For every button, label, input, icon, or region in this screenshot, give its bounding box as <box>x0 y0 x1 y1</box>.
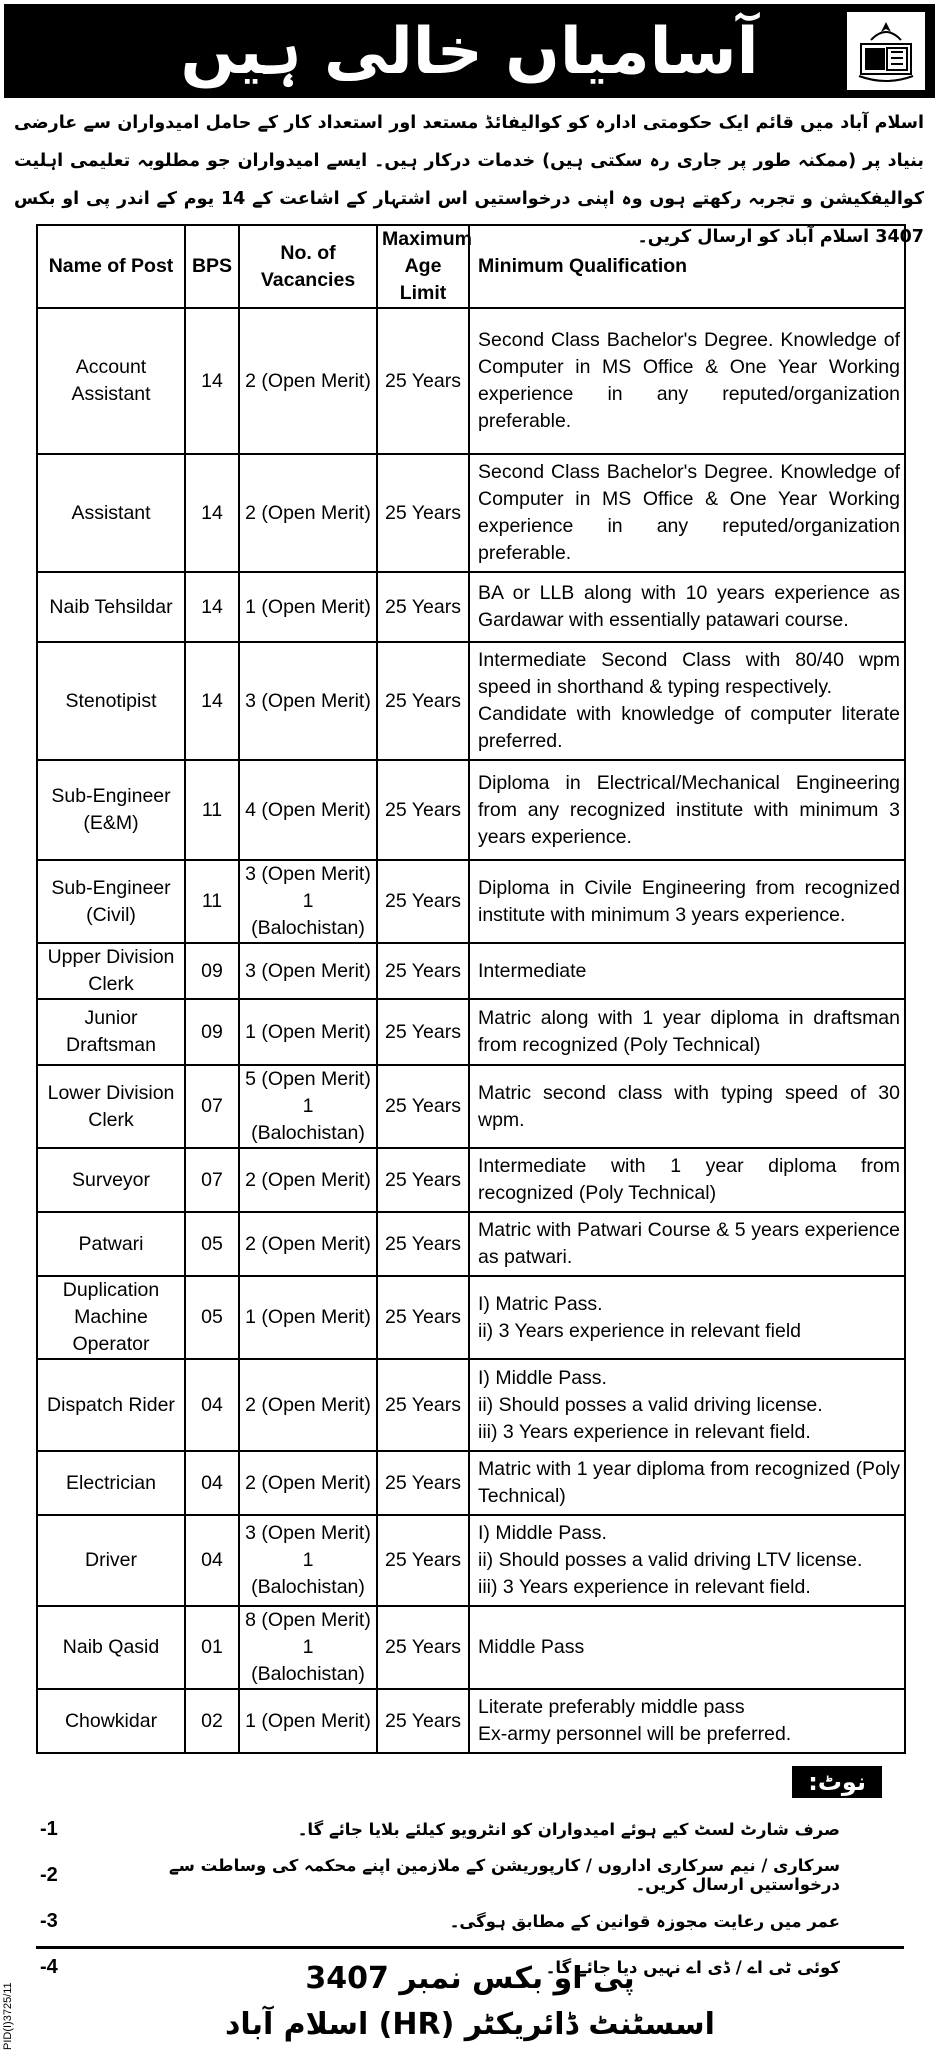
qualification-line: I) Matric Pass. <box>478 1292 603 1315</box>
footer-po-box: پی او بکس نمبر 3407 <box>305 1961 635 1996</box>
table-row <box>37 572 905 642</box>
table-header-row <box>37 225 905 308</box>
qualification-line: Second Class Bachelor's Degree. Knowledge of Computer in MS Office & One Year Working experience in any reputed/organization preferable. <box>478 329 900 432</box>
qualification-line: ii) 3 Years experience in relevant field <box>478 1319 802 1342</box>
qualification <box>469 1515 905 1606</box>
bps-value: 14 <box>185 642 239 760</box>
vacancies-value <box>239 1606 377 1689</box>
age-limit: 25 Years <box>377 1148 469 1212</box>
vacancies-value <box>239 1689 377 1753</box>
bps-value: 09 <box>185 943 239 999</box>
age-limit: 25 Years <box>377 1689 469 1753</box>
qualification <box>469 454 905 572</box>
qualification-line: I) Middle Pass. <box>478 1522 607 1544</box>
qualification <box>469 572 905 642</box>
qualification <box>469 1065 905 1148</box>
vacancies-value-line: 1 (Open Merit) <box>245 595 371 618</box>
vacancies-value <box>239 1515 377 1606</box>
qualification-line: Intermediate with 1 year diploma from recognized (Poly Technical) <box>478 1155 900 1204</box>
vacancies-value-line: 3 (Open Merit) <box>245 959 371 982</box>
age-limit: 25 Years <box>377 943 469 999</box>
qualification-line: Diploma in Electrical/Mechanical Engineering from any recognized institute with minimum 3 years experience. <box>478 771 900 848</box>
vacancies-value <box>239 1148 377 1212</box>
qualification <box>469 1606 905 1689</box>
qualification-line: Ex-army personnel will be preferred. <box>478 1723 792 1745</box>
vacancies-value-line: 1 (Balochistan) <box>251 890 365 939</box>
vacancies-value-line: 1 (Open Merit) <box>245 1020 371 1043</box>
table-row <box>37 1451 905 1515</box>
note-item <box>40 1806 900 1852</box>
qualification-line: Diploma in Civile Engineering from recognized institute with minimum 3 years experience. <box>478 876 900 926</box>
header-vacancies: No. of Vacancies <box>239 225 377 308</box>
age-limit: 25 Years <box>377 1212 469 1276</box>
header-post: Name of Post <box>37 225 185 308</box>
age-limit: 25 Years <box>377 1065 469 1148</box>
note-number: -3 <box>40 1909 58 1932</box>
qualification <box>469 943 905 999</box>
government-emblem-icon <box>845 10 927 92</box>
vacancies-value-line: 2 (Open Merit) <box>245 501 371 524</box>
notes-title: نوٹ: <box>792 1766 882 1798</box>
note-number: -4 <box>40 1955 58 1978</box>
table-row <box>37 454 905 572</box>
vacancies-value-line: 3 (Open Merit) <box>245 1522 371 1544</box>
bps-value: 11 <box>185 860 239 943</box>
qualification-line: I) Middle Pass. <box>478 1366 607 1389</box>
post-name: Naib Tehsildar <box>37 572 185 642</box>
post-name: Chowkidar <box>37 1689 185 1753</box>
qualification-line: Intermediate <box>478 959 587 982</box>
qualification-line: Intermediate Second Class with 80/40 wpm speed in shorthand & typing respectively. <box>478 649 900 698</box>
vacancies-value <box>239 1276 377 1359</box>
vacancies-value-line: 5 (Open Merit) <box>245 1068 371 1090</box>
post-name: Account Assistant <box>37 308 185 454</box>
qualification <box>469 1212 905 1276</box>
table-row <box>37 308 905 454</box>
bps-value: 09 <box>185 999 239 1065</box>
qualification <box>469 999 905 1065</box>
qualification <box>469 760 905 860</box>
table-row <box>37 642 905 760</box>
age-limit: 25 Years <box>377 1515 469 1606</box>
footer-contact: اسسٹنٹ ڈائریکٹر (HR) اسلام آباد <box>225 2007 715 2042</box>
table-row <box>37 1606 905 1689</box>
vacancies-value-line: 8 (Open Merit) <box>245 1609 371 1631</box>
bps-value: 04 <box>185 1515 239 1606</box>
vacancies-value-line: 2 (Open Merit) <box>245 1471 371 1494</box>
vacancies-value-line: 1 (Balochistan) <box>251 1095 365 1144</box>
qualification-line: iii) 3 Years experience in relevant field. <box>478 1420 811 1443</box>
bps-value: 05 <box>185 1212 239 1276</box>
table-row <box>37 1276 905 1359</box>
age-limit: 25 Years <box>377 1276 469 1359</box>
age-limit: 25 Years <box>377 454 469 572</box>
header-qualification: Minimum Qualification <box>469 225 905 308</box>
vacancies-value-line: 2 (Open Merit) <box>245 1393 371 1416</box>
notes-list <box>40 1806 900 1990</box>
post-name: Sub-Engineer (Civil) <box>37 860 185 943</box>
age-limit: 25 Years <box>377 1606 469 1689</box>
qualification-line: BA or LLB along with 10 years experience as Gardawar with essentially patawari course. <box>478 582 900 631</box>
qualification <box>469 860 905 943</box>
header-banner <box>4 4 935 98</box>
post-name: Sub-Engineer (E&M) <box>37 760 185 860</box>
age-limit: 25 Years <box>377 308 469 454</box>
bps-value: 04 <box>185 1359 239 1451</box>
vacancies-value <box>239 642 377 760</box>
bps-value: 07 <box>185 1148 239 1212</box>
table-row <box>37 860 905 943</box>
vacancies-value <box>239 1065 377 1148</box>
table-row <box>37 1515 905 1606</box>
age-limit: 25 Years <box>377 999 469 1065</box>
bps-value: 01 <box>185 1606 239 1689</box>
vacancies-value-line: 4 (Open Merit) <box>245 798 371 821</box>
vacancies-value <box>239 760 377 860</box>
table-body <box>37 308 905 1753</box>
vacancies-value <box>239 308 377 454</box>
post-name: Junior Draftsman <box>37 999 185 1065</box>
qualification <box>469 308 905 454</box>
note-item <box>40 1852 900 1898</box>
post-name: Patwari <box>37 1212 185 1276</box>
table-row <box>37 1212 905 1276</box>
intro-paragraph: اسلام آباد میں قائم ایک حکومتی ادارہ کو کوالیفائڈ مستعد اور استعداد کار کے حامل امیدواران سے عارضی بنیاد پر (ممکنہ طور پر جاری رہ سکتی ہیں) خدمات درکار ہیں۔ ایسے امیدواران جو مطلوبہ تعلیمی اہلیت کوالیفکیشن و تجربہ رکھتے ہوں وہ اپنی درخواستیں اس اشتہار کے اشاعت کے 14 یوم کے اندر پی او بکس 3407 اسلام آباد کو ارسال کریں۔ <box>14 113 924 247</box>
notes-section <box>40 1766 900 1990</box>
vacancies-value <box>239 860 377 943</box>
table-row <box>37 1359 905 1451</box>
qualification-line: Matric second class with typing speed of 30 wpm. <box>478 1081 900 1131</box>
vacancies-value-line: 1 (Open Merit) <box>245 1709 371 1732</box>
post-name: Electrician <box>37 1451 185 1515</box>
page-title: آسامیاں خالی ہیں <box>180 14 759 89</box>
bps-value: 04 <box>185 1451 239 1515</box>
vacancies-value-line: 1 (Balochistan) <box>251 1636 365 1685</box>
note-item <box>40 1898 900 1944</box>
post-name: Dispatch Rider <box>37 1359 185 1451</box>
qualification <box>469 1276 905 1359</box>
qualification-line: Middle Pass <box>478 1636 585 1658</box>
note-text: کوئی ٹی اے / ڈی اے نہیں دیا جائے گا۔ <box>545 1957 840 1977</box>
note-text: صرف شارٹ لسٹ کیے ہوئے امیدواران کو انٹرویو کیلئے بلایا جائے گا۔ <box>297 1819 840 1839</box>
vacancies-value-line: 3 (Open Merit) <box>245 689 371 712</box>
qualification <box>469 1148 905 1212</box>
age-limit: 25 Years <box>377 1359 469 1451</box>
qualification-line: iii) 3 Years experience in relevant field. <box>478 1576 811 1598</box>
bps-value: 11 <box>185 760 239 860</box>
vacancies-value <box>239 943 377 999</box>
note-text: عمر میں رعایت مجوزہ قوانین کے مطابق ہوگی۔ <box>449 1911 840 1931</box>
table-row <box>37 999 905 1065</box>
bps-value: 14 <box>185 572 239 642</box>
vacancies-value <box>239 1359 377 1451</box>
post-name: Surveyor <box>37 1148 185 1212</box>
qualification-line: Matric with Patwari Course & 5 years experience as patwari. <box>478 1219 900 1268</box>
age-limit: 25 Years <box>377 860 469 943</box>
age-limit: 25 Years <box>377 572 469 642</box>
post-name: Assistant <box>37 454 185 572</box>
post-name: Lower Division Clerk <box>37 1065 185 1148</box>
vacancies-table <box>36 224 906 1754</box>
vacancies-value <box>239 1451 377 1515</box>
qualification <box>469 1359 905 1451</box>
header-bps: BPS <box>185 225 239 308</box>
age-limit: 25 Years <box>377 642 469 760</box>
bps-value: 14 <box>185 308 239 454</box>
qualification-line: Matric with 1 year diploma from recognized (Poly Technical) <box>478 1458 900 1507</box>
note-text: سرکاری / نیم سرکاری اداروں / کارپوریشن کے ملازمین اپنے محکمہ کی وساطت سے درخواستیں ارسال کریں۔ <box>168 1856 840 1894</box>
note-number: -1 <box>40 1817 58 1840</box>
vacancies-value-line: 2 (Open Merit) <box>245 1232 371 1255</box>
age-limit: 25 Years <box>377 760 469 860</box>
vacancies-value <box>239 454 377 572</box>
vacancies-value-line: 1 (Balochistan) <box>251 1549 365 1598</box>
vacancies-value-line: 3 (Open Merit) <box>245 863 371 885</box>
post-name: Naib Qasid <box>37 1606 185 1689</box>
table-row <box>37 1148 905 1212</box>
post-name: Driver <box>37 1515 185 1606</box>
qualification-line: Candidate with knowledge of computer literate preferred. <box>478 703 900 752</box>
bps-value: 14 <box>185 454 239 572</box>
bps-value: 02 <box>185 1689 239 1753</box>
vacancies-value-line: 2 (Open Merit) <box>245 369 371 392</box>
table-row <box>37 760 905 860</box>
qualification <box>469 1451 905 1515</box>
vacancies-value-line: 2 (Open Merit) <box>245 1168 371 1191</box>
header-age: Maximum Age Limit <box>377 225 469 308</box>
post-name: Upper Division Clerk <box>37 943 185 999</box>
post-name: Stenotipist <box>37 642 185 760</box>
qualification-line: Matric along with 1 year diploma in draftsman from recognized (Poly Technical) <box>478 1007 900 1056</box>
age-limit: 25 Years <box>377 1451 469 1515</box>
qualification-line: ii) Should posses a valid driving license. <box>478 1393 823 1416</box>
qualification-line: Literate preferably middle pass <box>478 1696 745 1718</box>
bps-value: 05 <box>185 1276 239 1359</box>
post-name: Duplication Machine Operator <box>37 1276 185 1359</box>
qualification-line: ii) Should posses a valid driving LTV license. <box>478 1549 863 1571</box>
note-number: -2 <box>40 1863 58 1886</box>
table-row <box>37 1689 905 1753</box>
vacancies-value <box>239 572 377 642</box>
vacancies-value <box>239 1212 377 1276</box>
vacancies-value-line: 1 (Open Merit) <box>245 1306 371 1328</box>
table-row <box>37 1065 905 1148</box>
vacancies-value <box>239 999 377 1065</box>
qualification <box>469 642 905 760</box>
qualification <box>469 1689 905 1753</box>
bps-value: 07 <box>185 1065 239 1148</box>
note-item <box>40 1944 900 1990</box>
table-row <box>37 943 905 999</box>
pid-code: PID(I)3725/11 <box>2 1982 14 2050</box>
qualification-line: Second Class Bachelor's Degree. Knowledge of Computer in MS Office & One Year Working experience in any reputed/organization preferable. <box>478 461 900 564</box>
